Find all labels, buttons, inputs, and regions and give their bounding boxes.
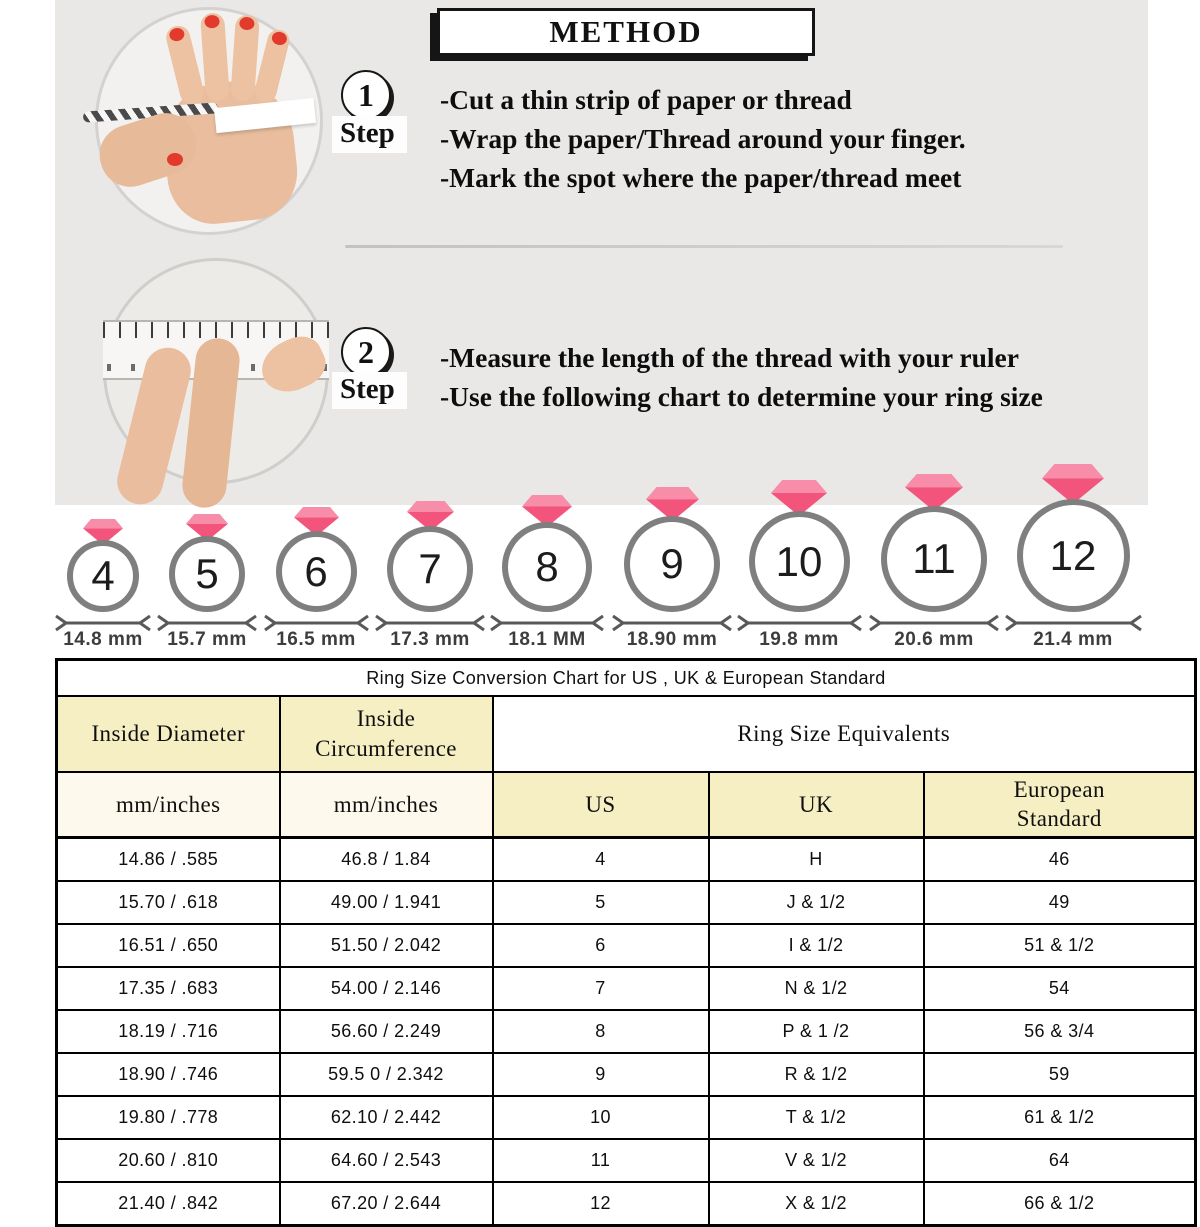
ring-size-number: 10 bbox=[775, 537, 823, 585]
table-cell: 49.00 / 1.941 bbox=[280, 881, 493, 924]
ring-diameter-label: 16.5 mm bbox=[276, 629, 356, 650]
step1-instruction-line: -Mark the spot where the paper/thread meet bbox=[440, 162, 962, 193]
table-cell: 46 bbox=[924, 838, 1196, 882]
table-cell: N & 1/2 bbox=[709, 967, 924, 1010]
step1-label: Step bbox=[332, 116, 407, 153]
table-cell: 18.90 / .746 bbox=[57, 1053, 280, 1096]
ring-diameter-label: 14.8 mm bbox=[63, 629, 143, 650]
table-group-header-row bbox=[57, 696, 1196, 772]
method-title: METHOD bbox=[549, 14, 703, 49]
table-title-row bbox=[57, 660, 1196, 697]
table-cell: 49 bbox=[924, 881, 1196, 924]
table-cell: 14.86 / .585 bbox=[57, 838, 280, 882]
ring-diameter-label: 19.8 mm bbox=[759, 629, 839, 650]
step1-instruction-line: -Wrap the paper/Thread around your finger. bbox=[440, 123, 966, 154]
table-cell: 15.70 / .618 bbox=[57, 881, 280, 924]
table-cell: I & 1/2 bbox=[709, 924, 924, 967]
table-cell: 8 bbox=[493, 1010, 709, 1053]
table-cell: 9 bbox=[493, 1053, 709, 1096]
table-cell: 12 bbox=[493, 1182, 709, 1226]
table-cell: 59 bbox=[924, 1053, 1196, 1096]
table-cell: 51 & 1/2 bbox=[924, 924, 1196, 967]
table-row bbox=[57, 881, 1196, 924]
table-row bbox=[57, 1139, 1196, 1182]
table-cell: 19.80 / .778 bbox=[57, 1096, 280, 1139]
table-cell: 61 & 1/2 bbox=[924, 1096, 1196, 1139]
table-cell: 4 bbox=[493, 838, 709, 882]
column-header-label: Inside Circumference bbox=[315, 706, 457, 761]
ring-circle bbox=[624, 516, 720, 612]
table-cell: 59.5 0 / 2.342 bbox=[280, 1053, 493, 1096]
table-row bbox=[57, 1096, 1196, 1139]
ring-diameter-label: 21.4 mm bbox=[1033, 629, 1113, 650]
table-cell: T & 1/2 bbox=[709, 1096, 924, 1139]
table-cell: 10 bbox=[493, 1096, 709, 1139]
table-cell: 66 & 1/2 bbox=[924, 1182, 1196, 1226]
step2-instruction-line: -Use the following chart to determine your ring size bbox=[440, 381, 1043, 412]
table-row bbox=[57, 1182, 1196, 1226]
table-cell: 64.60 / 2.543 bbox=[280, 1139, 493, 1182]
table-cell: 6 bbox=[493, 924, 709, 967]
column-header-mm-inches: mm/inches bbox=[280, 772, 493, 838]
ring-circle bbox=[502, 522, 592, 612]
ring-size-number: 7 bbox=[418, 545, 442, 592]
diamond-icon bbox=[1042, 464, 1104, 504]
column-header-european-standard bbox=[924, 772, 1196, 838]
table-cell: 18.19 / .716 bbox=[57, 1010, 280, 1053]
table-cell: 21.40 / .842 bbox=[57, 1182, 280, 1226]
table-cell: 7 bbox=[493, 967, 709, 1010]
table-cell: R & 1/2 bbox=[709, 1053, 924, 1096]
ring-diameter-label: 18.90 mm bbox=[626, 629, 718, 650]
table-cell: 64 bbox=[924, 1139, 1196, 1182]
ring-circle bbox=[1017, 499, 1130, 612]
ring-diameter-label: 18.1 MM bbox=[508, 629, 586, 650]
table-cell: 17.35 / .683 bbox=[57, 967, 280, 1010]
ring-size-number: 4 bbox=[91, 552, 115, 599]
ring-size-conversion-table bbox=[55, 658, 1197, 1227]
column-header-mm-inches: mm/inches bbox=[57, 772, 280, 838]
column-header-label: Inside Diameter bbox=[91, 721, 246, 747]
table-cell: H bbox=[709, 838, 924, 882]
table-cell: V & 1/2 bbox=[709, 1139, 924, 1182]
ring-size-number: 6 bbox=[304, 547, 328, 595]
table-cell: 46.8 / 1.84 bbox=[280, 838, 493, 882]
ring-size-number: 8 bbox=[535, 543, 559, 590]
step1-instruction-line: -Cut a thin strip of paper or thread bbox=[440, 84, 852, 115]
step2-label: Step bbox=[332, 372, 407, 409]
table-cell: X & 1/2 bbox=[709, 1182, 924, 1226]
table-cell: 67.20 / 2.644 bbox=[280, 1182, 493, 1226]
table-cell: 56 & 3/4 bbox=[924, 1010, 1196, 1053]
table-row bbox=[57, 1053, 1196, 1096]
column-header-inside-circumference bbox=[280, 696, 493, 772]
column-header-label: European Standard bbox=[1013, 776, 1105, 831]
ring-circle bbox=[276, 531, 357, 612]
column-header-inside-diameter bbox=[57, 696, 280, 772]
table-cell: J & 1/2 bbox=[709, 881, 924, 924]
ring-circle bbox=[67, 540, 139, 612]
ring-size-number: 11 bbox=[912, 535, 956, 582]
table-cell: 54.00 / 2.146 bbox=[280, 967, 493, 1010]
table-title: Ring Size Conversion Chart for US , UK & European Standard bbox=[57, 660, 1196, 697]
step2-instruction-line: -Measure the length of the thread with your ruler bbox=[440, 342, 1019, 373]
table-cell: P & 1 /2 bbox=[709, 1010, 924, 1053]
column-header-us: US bbox=[493, 772, 709, 838]
table-row bbox=[57, 1010, 1196, 1053]
table-cell: 5 bbox=[493, 881, 709, 924]
ring-diameter-label: 20.6 mm bbox=[894, 629, 974, 650]
table-row bbox=[57, 924, 1196, 967]
table-row bbox=[57, 838, 1196, 882]
table-cell: 62.10 / 2.442 bbox=[280, 1096, 493, 1139]
table-cell: 16.51 / .650 bbox=[57, 924, 280, 967]
step1-number: 1 bbox=[358, 76, 374, 113]
ring-diameter-label: 15.7 mm bbox=[167, 629, 247, 650]
ring-size-number: 9 bbox=[660, 540, 684, 587]
table-cell: 11 bbox=[493, 1139, 709, 1182]
ring-circle bbox=[169, 536, 245, 612]
table-cell: 56.60 / 2.249 bbox=[280, 1010, 493, 1053]
table-cell: 51.50 / 2.042 bbox=[280, 924, 493, 967]
ring-circle bbox=[881, 506, 987, 612]
table-cell: 54 bbox=[924, 967, 1196, 1010]
ring-circle bbox=[387, 526, 473, 612]
ring-size-number: 5 bbox=[195, 550, 219, 597]
table-row bbox=[57, 967, 1196, 1010]
ring-diameter-label: 17.3 mm bbox=[390, 629, 470, 650]
step2-number: 2 bbox=[358, 333, 374, 370]
table-cell: 20.60 / .810 bbox=[57, 1139, 280, 1182]
column-header-uk: UK bbox=[709, 772, 924, 838]
column-header-equivalents: Ring Size Equivalents bbox=[493, 696, 1196, 772]
ring-circle bbox=[749, 511, 850, 612]
table-sub-header-row bbox=[57, 772, 1196, 838]
ring-size-number: 12 bbox=[1049, 531, 1097, 579]
